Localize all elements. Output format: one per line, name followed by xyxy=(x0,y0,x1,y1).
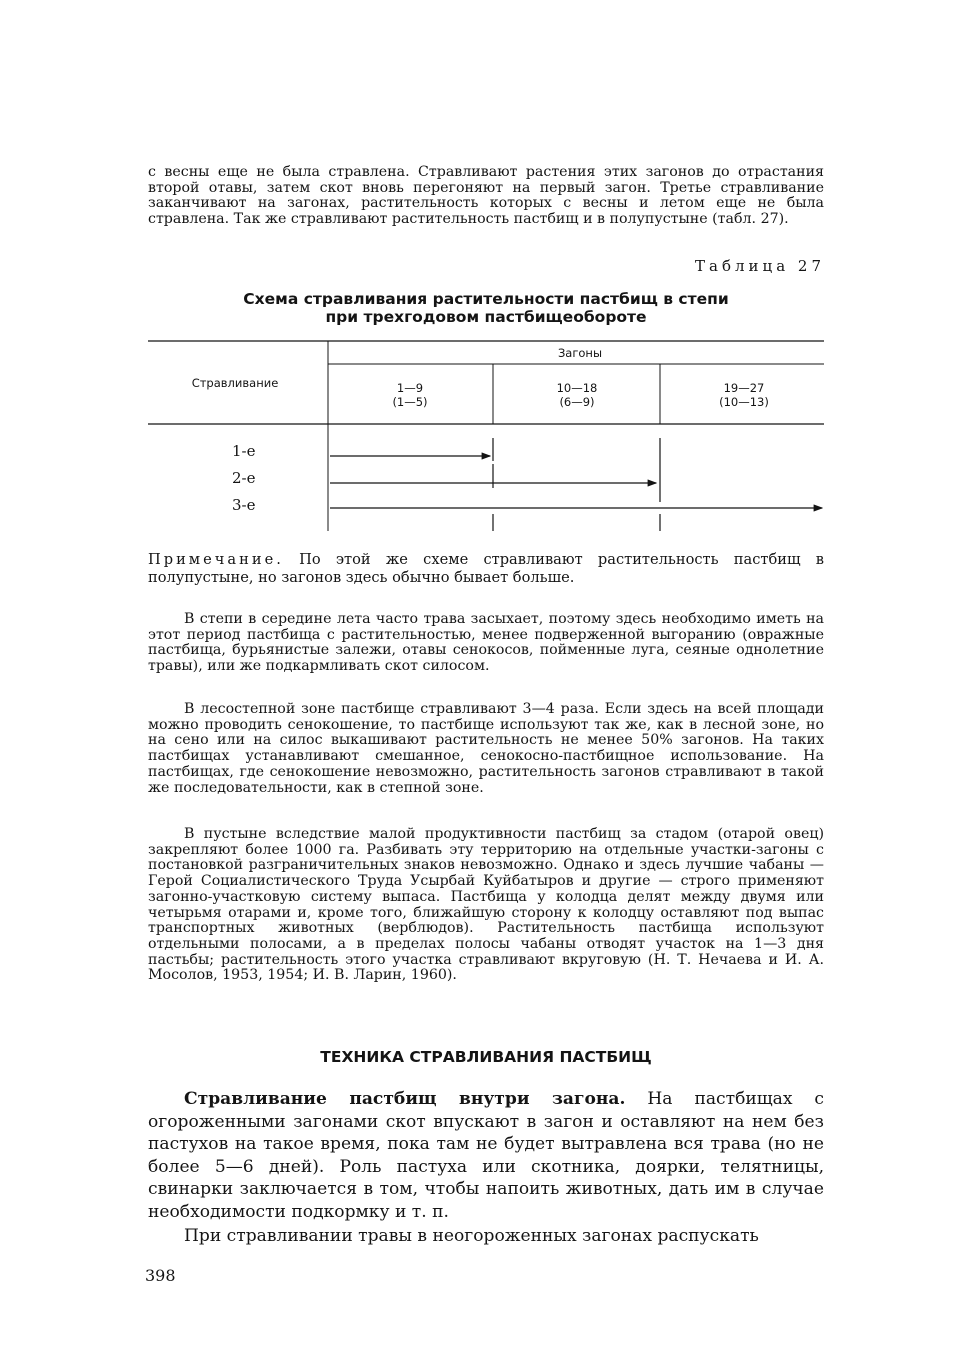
table-col-header-1: 1—9 (1—5) xyxy=(392,381,428,409)
paragraph-runin-text: На пастбищах с огороженными загонами скот впускают в загон и оставляют на нем без пастухов на такое время, пока там не будет вытравлена вся трава (но не более 5—6 дней). Роль пастуха или скотника, доярки, телятницы, свинарки заключается в том, чтобы напоить животных, дать им в случае необходимости подкормку и т. п. xyxy=(148,1089,825,1222)
paragraph-forest-steppe: В лесостепной зоне пастбище стравливают 3—4 раза. Если здесь на всей площади можно проводить сенокошение, то пастбище используют так же, как в лесной зоне, но на сено или на силос выкашивают растительность не менее 50% загонов. На таких пастбищах устанавливают смешанное, сенокосно-пастбищное использование. На пастбищах, где сенокошение невозможно, растительность загонов стравливают в такой же последовательности, как в степной зоне. xyxy=(148,701,824,796)
paragraph-steppe: В степи в середине лета часто трава засыхает, поэтому здесь необходимо иметь на этот период пастбища с растительностью, менее подверженной выгоранию (овражные пастбища, бурьянистые залежи, отавы сенокосов, пойменные луга, сеяные однолетние травы), или же подкармливать скот силосом. xyxy=(148,611,824,675)
paragraph-desert: В пустыне вследствие малой продуктивности пастбищ за стадом (отарой овец) закрепляют более 1000 га. Разбивать эту территорию на отдельные участки-загоны с постановкой разграничительных знаков невозможно. Однако и здесь лучшие чабаны — Герой Социалистического Труда Усырбай Куйбатыров и другие — строго применяют загонно-участковую систему выпаса. Пастбища у колодца делят между двумя или четырьмя отарами и, кроме того, ближайшую сторону к колодцу оставляют под выпас транспортных животных (верблюдов). Растительность пастбища используют отдельными полосами, а в пределах полосы чабаны отводят участок на 1—3 дня пастьбы; растительность этого участка стравливают вкруговую (Н. Т. Нечаева и И. А. Мосолов, 1953, 1954; И. В. Ларин, 1960). xyxy=(148,826,824,984)
note-text: По этой же схеме стравливают растительность пастбищ в полупустыне, но загонов здесь обычно бывает больше. xyxy=(148,551,825,586)
table-title-line-1: Схема стравливания растительности пастбищ в степи xyxy=(243,290,729,308)
table-col-header-2: 10—18 (6—9) xyxy=(556,381,598,409)
table-title-line-2: при трехгодовом пастбищеобороте xyxy=(325,308,647,326)
intro-paragraph: с весны еще не была стравлена. Стравливают растения этих загонов до отрастания второй отавы, затем скот вновь перегоняют на первый загон. Третье стравливание заканчивают на загонах, растительность которых с весны и летом еще не была стравлена. Так же стравливают растительность пастбищ и в полупустыне (табл. 27). xyxy=(148,164,824,228)
table-row-label-2: 2-е xyxy=(232,469,256,487)
paragraph-runin-heading: Стравливание пастбищ внутри загона. xyxy=(184,1089,626,1109)
paragraph-inside-paddock xyxy=(148,1088,824,1223)
note-label: Примечание. xyxy=(148,551,284,568)
section-heading: ТЕХНИКА СТРАВЛИВАНИЯ ПАСТБИЩ xyxy=(320,1048,652,1066)
table-row-header: Стравливание xyxy=(191,376,279,390)
paragraph-unfenced-paddock: При стравливании травы в неогороженных загонах распускать xyxy=(184,1226,759,1246)
table-label: Таблица 27 xyxy=(695,257,825,275)
table-col-group-header: Загоны xyxy=(557,346,603,360)
table-row-label-3: 3-е xyxy=(232,496,256,514)
page-number: 398 xyxy=(145,1266,176,1285)
table-row-label-1: 1-е xyxy=(232,442,256,460)
table-note xyxy=(148,551,824,587)
table-col-header-3: 19—27 (10—13) xyxy=(719,381,769,409)
